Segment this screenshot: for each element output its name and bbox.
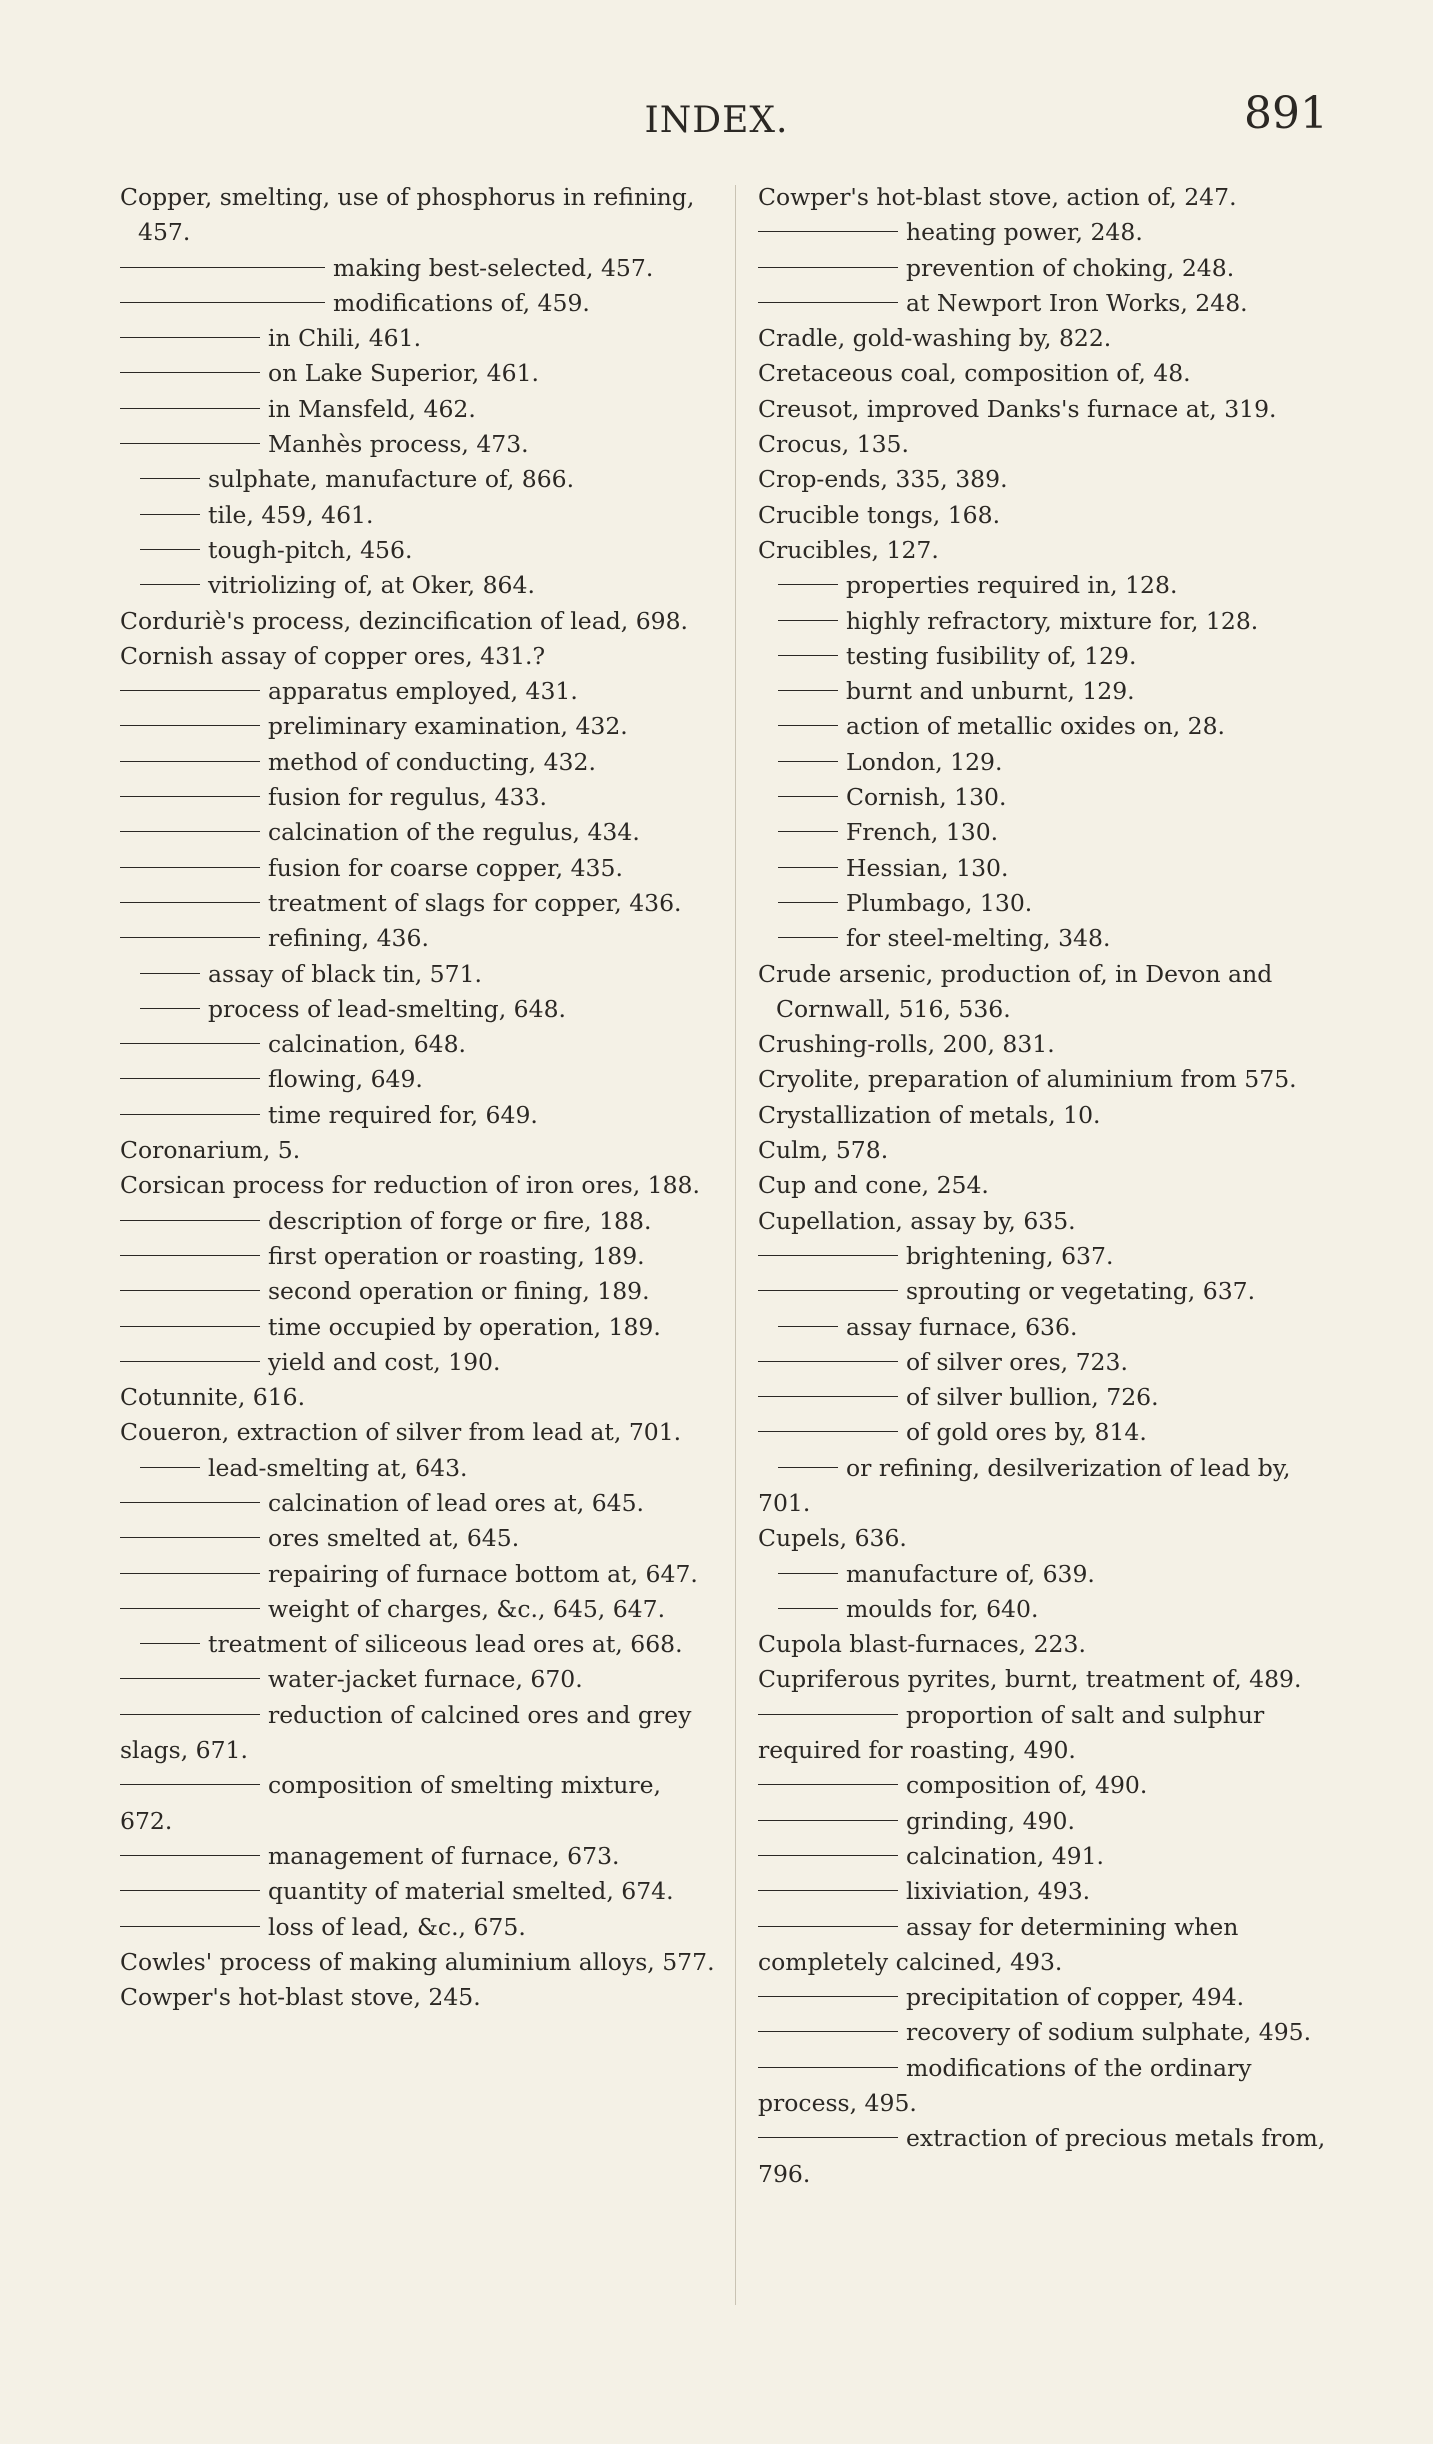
index-entry — [120, 674, 720, 709]
ditto-rule — [120, 1290, 260, 1291]
index-entry-text: Cupellation, assay by, 635. — [758, 1206, 1076, 1235]
index-entry — [120, 957, 720, 992]
index-entry-text: tough-pitch, 456. — [208, 535, 413, 564]
index-entry — [758, 1062, 1333, 1097]
index-entry — [758, 1698, 1333, 1769]
ditto-rule — [120, 1678, 260, 1679]
ditto-rule — [120, 1855, 260, 1856]
index-entry — [120, 639, 720, 674]
ditto-rule — [758, 1820, 898, 1821]
ditto-rule — [120, 690, 260, 691]
ditto-rule — [140, 478, 200, 479]
index-entry-text: Creusot, improved Danks's furnace at, 319. — [758, 394, 1277, 423]
index-entry-text: Cornish assay of copper ores, 431.? — [120, 641, 546, 670]
index-entry — [758, 1027, 1333, 1062]
index-entry — [758, 498, 1333, 533]
ditto-rule — [120, 796, 260, 797]
page-header — [0, 80, 1433, 160]
index-entry-text: Copper, smelting, use of phosphorus in refining, 457. — [120, 183, 695, 247]
index-entry-text: French, 130. — [846, 818, 999, 847]
ditto-rule — [140, 1467, 200, 1468]
index-entry-text: reduction of calcined ores and grey slags, 671. — [120, 1700, 692, 1765]
index-entry — [758, 180, 1333, 215]
index-entry-text: ores smelted at, 645. — [268, 1524, 520, 1553]
ditto-rule — [140, 973, 200, 974]
index-entry — [120, 356, 720, 391]
index-entry-text: manufacture of, 639. — [846, 1559, 1095, 1588]
index-entry-text: management of furnace, 673. — [268, 1841, 620, 1870]
index-entry-text: calcination of lead ores at, 645. — [268, 1488, 645, 1517]
index-entry — [120, 1274, 720, 1309]
ditto-rule — [758, 2031, 898, 2032]
index-entry — [758, 851, 1333, 886]
index-entry-text: Cretaceous coal, composition of, 48. — [758, 359, 1191, 388]
index-entry — [120, 286, 720, 321]
index-entry — [120, 392, 720, 427]
ditto-rule — [778, 1326, 838, 1327]
index-entry — [120, 886, 720, 921]
index-entry-text: on Lake Superior, 461. — [268, 359, 539, 388]
index-entry — [120, 251, 720, 286]
index-entry-text: in Mansfeld, 462. — [268, 394, 476, 423]
index-entry-text: modifications of the ordinary process, 495. — [758, 2053, 1252, 2118]
ditto-rule — [140, 549, 200, 550]
index-entry — [120, 1027, 720, 1062]
index-entry-text: action of metallic oxides on, 28. — [846, 712, 1226, 741]
index-entry-text: Cup and cone, 254. — [758, 1171, 989, 1200]
index-entry-text: Cryolite, preparation of aluminium from 575. — [758, 1065, 1297, 1094]
ditto-rule — [140, 584, 200, 585]
index-entry-text: Manhès process, 473. — [268, 430, 529, 459]
index-entry — [758, 639, 1333, 674]
index-entry — [758, 1345, 1333, 1380]
index-entry — [758, 815, 1333, 850]
ditto-rule — [778, 761, 838, 762]
ditto-rule — [758, 1431, 898, 1432]
ditto-rule — [120, 761, 260, 762]
ditto-rule — [120, 1043, 260, 1044]
index-entry-text: lead-smelting at, 643. — [208, 1453, 468, 1482]
column-divider — [735, 185, 736, 2305]
running-title: INDEX. — [644, 100, 789, 141]
index-entry — [758, 1874, 1333, 1909]
index-entry-text: weight of charges, &c., 645, 647. — [268, 1594, 666, 1623]
index-entry — [120, 321, 720, 356]
index-entry — [758, 1415, 1333, 1450]
ditto-rule — [778, 1573, 838, 1574]
index-entry-text: fusion for regulus, 433. — [268, 783, 548, 812]
index-entry — [120, 1451, 720, 1486]
index-entry — [758, 462, 1333, 497]
index-entry-text: Cowles' process of making aluminium alloys, 577. — [120, 1947, 715, 1976]
ditto-rule — [120, 443, 260, 444]
index-entry-text: Crucible tongs, 168. — [758, 500, 1001, 529]
index-entry — [120, 533, 720, 568]
index-entry — [758, 957, 1333, 1028]
index-entry — [758, 1910, 1333, 1981]
ditto-rule — [120, 1608, 260, 1609]
index-entry — [758, 1168, 1333, 1203]
index-entry — [758, 533, 1333, 568]
index-entry-text: loss of lead, &c., 675. — [268, 1912, 526, 1941]
index-entry-text: process of lead-smelting, 648. — [208, 994, 566, 1023]
index-entry-text: prevention of choking, 248. — [906, 253, 1235, 282]
ditto-rule — [120, 302, 325, 303]
index-entry-text: Crushing-rolls, 200, 831. — [758, 1030, 1055, 1059]
index-entry — [758, 251, 1333, 286]
index-entry — [120, 851, 720, 886]
index-entry-text: composition of, 490. — [906, 1771, 1148, 1800]
index-entry — [120, 1310, 720, 1345]
index-entry-text: assay for determining when completely calcined, 493. — [758, 1912, 1239, 1976]
index-entry-text: Cotunnite, 616. — [120, 1383, 306, 1412]
ditto-rule — [778, 902, 838, 903]
index-entry-text: treatment of siliceous lead ores at, 668. — [208, 1630, 683, 1659]
ditto-rule — [778, 1467, 838, 1468]
index-entry-text: sprouting or vegetating, 637. — [906, 1277, 1256, 1306]
ditto-rule — [120, 1573, 260, 1574]
index-entry — [758, 1662, 1333, 1697]
ditto-rule — [778, 620, 838, 621]
index-entry-text: for steel-melting, 348. — [846, 924, 1111, 953]
index-column-left — [120, 180, 720, 2015]
ditto-rule — [120, 1255, 260, 1256]
index-entry — [758, 2121, 1333, 2192]
ditto-rule — [120, 1714, 260, 1715]
ditto-rule — [120, 1502, 260, 1503]
ditto-rule — [120, 267, 325, 268]
ditto-rule — [758, 1784, 898, 1785]
index-entry — [120, 1380, 720, 1415]
ditto-rule — [778, 584, 838, 585]
index-entry — [758, 215, 1333, 250]
index-entry-text: time occupied by operation, 189. — [268, 1312, 661, 1341]
ditto-rule — [758, 1361, 898, 1362]
ditto-rule — [758, 2137, 898, 2138]
index-entry-text: water-jacket furnace, 670. — [268, 1665, 583, 1694]
index-entry — [120, 1945, 720, 1980]
index-entry — [758, 604, 1333, 639]
index-entry — [758, 286, 1333, 321]
index-entry — [120, 498, 720, 533]
index-entry-text: testing fusibility of, 129. — [846, 641, 1137, 670]
ditto-rule — [120, 831, 260, 832]
index-entry — [120, 568, 720, 603]
index-entry — [758, 356, 1333, 391]
index-entry-text: modifications of, 459. — [333, 288, 590, 317]
ditto-rule — [120, 372, 260, 373]
index-entry-text: burnt and unburnt, 129. — [846, 677, 1135, 706]
index-entry-text: precipitation of copper, 494. — [906, 1983, 1245, 2012]
index-entry-text: Corduriè's process, dezincification of lead, 698. — [120, 606, 689, 635]
index-entry-text: London, 129. — [846, 747, 1003, 776]
index-entry-text: of gold ores by, 814. — [906, 1418, 1147, 1447]
index-entry — [758, 1627, 1333, 1662]
index-entry-text: Crucibles, 127. — [758, 535, 939, 564]
ditto-rule — [120, 1220, 260, 1221]
ditto-rule — [778, 690, 838, 691]
index-entry — [758, 321, 1333, 356]
index-entry — [758, 1980, 1333, 2015]
index-entry-text: Crop-ends, 335, 389. — [758, 465, 1008, 494]
index-entry-text: in Chili, 461. — [268, 324, 422, 353]
ditto-rule — [778, 796, 838, 797]
ditto-rule — [778, 655, 838, 656]
index-entry-text: apparatus employed, 431. — [268, 677, 578, 706]
index-entry — [120, 1980, 720, 2015]
index-entry-text: Hessian, 130. — [846, 853, 1009, 882]
index-entry-text: making best-selected, 457. — [333, 253, 654, 282]
index-entry-text: flowing, 649. — [268, 1065, 423, 1094]
index-entry — [120, 1062, 720, 1097]
index-entry-text: highly refractory, mixture for, 128. — [846, 606, 1259, 635]
index-entry — [120, 1698, 720, 1769]
index-entry-text: Coronarium, 5. — [120, 1136, 301, 1165]
index-entry-text: properties required in, 128. — [846, 571, 1178, 600]
index-entry-text: extraction of precious metals from, 796. — [758, 2124, 1326, 2188]
index-entry — [120, 1204, 720, 1239]
index-entry — [758, 674, 1333, 709]
index-entry-text: lixiviation, 493. — [906, 1877, 1091, 1906]
index-entry-text: assay of black tin, 571. — [208, 959, 483, 988]
index-entry-text: time required for, 649. — [268, 1100, 538, 1129]
ditto-rule — [120, 1078, 260, 1079]
index-entry — [120, 709, 720, 744]
index-entry — [758, 2051, 1333, 2122]
ditto-rule — [758, 302, 898, 303]
index-entry — [120, 604, 720, 639]
ditto-rule — [778, 867, 838, 868]
index-entry — [758, 1380, 1333, 1415]
index-entry-text: of silver bullion, 726. — [906, 1383, 1159, 1412]
index-entry — [120, 1133, 720, 1168]
index-entry-text: method of conducting, 432. — [268, 747, 596, 776]
index-entry — [758, 1204, 1333, 1239]
index-entry — [758, 1768, 1333, 1803]
index-entry — [758, 1839, 1333, 1874]
index-entry-text: brightening, 637. — [906, 1241, 1114, 1270]
index-entry — [758, 1804, 1333, 1839]
ditto-rule — [120, 408, 260, 409]
ditto-rule — [758, 1855, 898, 1856]
ditto-rule — [120, 1537, 260, 1538]
index-column-right — [758, 180, 1333, 2192]
index-entry-text: Cupels, 636. — [758, 1524, 907, 1553]
index-entry-text: at Newport Iron Works, 248. — [906, 288, 1248, 317]
index-entry — [758, 1133, 1333, 1168]
index-entry — [758, 1098, 1333, 1133]
index-entry — [758, 1310, 1333, 1345]
ditto-rule — [140, 1008, 200, 1009]
index-entry-text: Coueron, extraction of silver from lead at, 701. — [120, 1418, 682, 1447]
index-entry-text: tile, 459, 461. — [208, 500, 374, 529]
index-entry-text: yield and cost, 190. — [268, 1347, 501, 1376]
ditto-rule — [120, 1890, 260, 1891]
ditto-rule — [140, 1643, 200, 1644]
index-entry-text: Cradle, gold-washing by, 822. — [758, 324, 1112, 353]
ditto-rule — [758, 1890, 898, 1891]
index-entry-text: Plumbago, 130. — [846, 888, 1033, 917]
index-entry-text: proportion of salt and sulphur required for roasting, 490. — [758, 1700, 1265, 1765]
index-entry-text: Crocus, 135. — [758, 430, 909, 459]
page-number: 891 — [1244, 88, 1328, 139]
index-entry-text: vitriolizing of, at Oker, 864. — [208, 571, 535, 600]
ditto-rule — [758, 1290, 898, 1291]
index-entry — [120, 1521, 720, 1556]
index-entry-text: quantity of material smelted, 674. — [268, 1877, 674, 1906]
ditto-rule — [758, 231, 898, 232]
ditto-rule — [778, 1608, 838, 1609]
index-entry-text: composition of smelting mixture, 672. — [120, 1771, 662, 1835]
index-entry — [120, 1557, 720, 1592]
ditto-rule — [120, 1326, 260, 1327]
index-entry-text: repairing of furnace bottom at, 647. — [268, 1559, 698, 1588]
index-entry-text: recovery of sodium sulphate, 495. — [906, 2018, 1312, 2047]
index-entry-text: Culm, 578. — [758, 1136, 889, 1165]
index-entry-text: calcination, 491. — [906, 1841, 1105, 1870]
index-entry — [758, 1451, 1333, 1522]
index-entry — [758, 427, 1333, 462]
index-entry — [120, 427, 720, 462]
index-entry — [120, 1345, 720, 1380]
index-entry-text: Cowper's hot-blast stove, 245. — [120, 1983, 481, 2012]
index-entry — [758, 709, 1333, 744]
index-entry — [758, 886, 1333, 921]
index-entry-text: Cupola blast-furnaces, 223. — [758, 1630, 1086, 1659]
index-entry — [120, 1910, 720, 1945]
ditto-rule — [778, 831, 838, 832]
index-entry-text: refining, 436. — [268, 924, 429, 953]
index-entry — [120, 1662, 720, 1697]
ditto-rule — [778, 725, 838, 726]
index-entry — [120, 780, 720, 815]
ditto-rule — [120, 725, 260, 726]
index-entry-text: assay furnace, 636. — [846, 1312, 1078, 1341]
ditto-rule — [758, 2067, 898, 2068]
ditto-rule — [758, 1714, 898, 1715]
index-entry — [120, 1239, 720, 1274]
index-entry-text: second operation or fining, 189. — [268, 1277, 650, 1306]
index-entry-text: Cupriferous pyrites, burnt, treatment of, 489. — [758, 1665, 1302, 1694]
index-entry-text: moulds for, 640. — [846, 1594, 1039, 1623]
index-entry — [758, 1274, 1333, 1309]
index-entry — [758, 392, 1333, 427]
index-entry — [758, 1557, 1333, 1592]
ditto-rule — [120, 1361, 260, 1362]
ditto-rule — [140, 514, 200, 515]
index-entry — [120, 992, 720, 1027]
index-entry — [120, 1486, 720, 1521]
index-entry — [120, 1592, 720, 1627]
index-entry — [120, 1627, 720, 1662]
ditto-rule — [758, 267, 898, 268]
ditto-rule — [120, 1784, 260, 1785]
index-entry — [120, 180, 720, 251]
index-entry — [758, 745, 1333, 780]
ditto-rule — [120, 1926, 260, 1927]
index-entry-text: or refining, desilverization of lead by, 701. — [758, 1453, 1291, 1517]
index-entry-text: treatment of slags for copper, 436. — [268, 888, 682, 917]
ditto-rule — [778, 937, 838, 938]
ditto-rule — [120, 1114, 260, 1115]
index-entry — [120, 815, 720, 850]
index-entry — [758, 780, 1333, 815]
index-entry — [120, 1098, 720, 1133]
index-entry-text: calcination of the regulus, 434. — [268, 818, 640, 847]
ditto-rule — [120, 937, 260, 938]
index-entry-text: fusion for coarse copper, 435. — [268, 853, 623, 882]
index-entry — [120, 745, 720, 780]
index-entry — [758, 1239, 1333, 1274]
index-entry — [120, 921, 720, 956]
index-entry — [120, 1874, 720, 1909]
index-entry-text: Crystallization of metals, 10. — [758, 1100, 1101, 1129]
ditto-rule — [758, 1926, 898, 1927]
index-entry — [758, 1521, 1333, 1556]
index-entry — [758, 921, 1333, 956]
index-entry — [758, 1592, 1333, 1627]
index-entry-text: of silver ores, 723. — [906, 1347, 1128, 1376]
index-entry-text: heating power, 248. — [906, 218, 1143, 247]
index-entry — [120, 1168, 720, 1203]
index-entry-text: Crude arsenic, production of, in Devon and Cornwall, 516, 536. — [758, 959, 1273, 1023]
index-entry — [120, 1415, 720, 1450]
index-entry-text: sulphate, manufacture of, 866. — [208, 465, 575, 494]
index-entry-text: preliminary examination, 432. — [268, 712, 628, 741]
index-entry — [120, 1768, 720, 1839]
ditto-rule — [120, 337, 260, 338]
ditto-rule — [120, 867, 260, 868]
index-entry — [758, 568, 1333, 603]
index-entry-text: first operation or roasting, 189. — [268, 1241, 645, 1270]
index-entry — [758, 2015, 1333, 2050]
index-entry-text: Cornish, 130. — [846, 783, 1007, 812]
ditto-rule — [758, 1255, 898, 1256]
index-entry-text: Cowper's hot-blast stove, action of, 247. — [758, 183, 1237, 211]
index-entry-text: description of forge or fire, 188. — [268, 1206, 652, 1235]
index-entry-text: grinding, 490. — [906, 1806, 1075, 1835]
index-entry-text: calcination, 648. — [268, 1030, 467, 1059]
index-entry-text: Corsican process for reduction of iron ores, 188. — [120, 1171, 700, 1200]
index-entry — [120, 1839, 720, 1874]
ditto-rule — [758, 1396, 898, 1397]
ditto-rule — [758, 1996, 898, 1997]
index-entry — [120, 462, 720, 497]
ditto-rule — [120, 902, 260, 903]
